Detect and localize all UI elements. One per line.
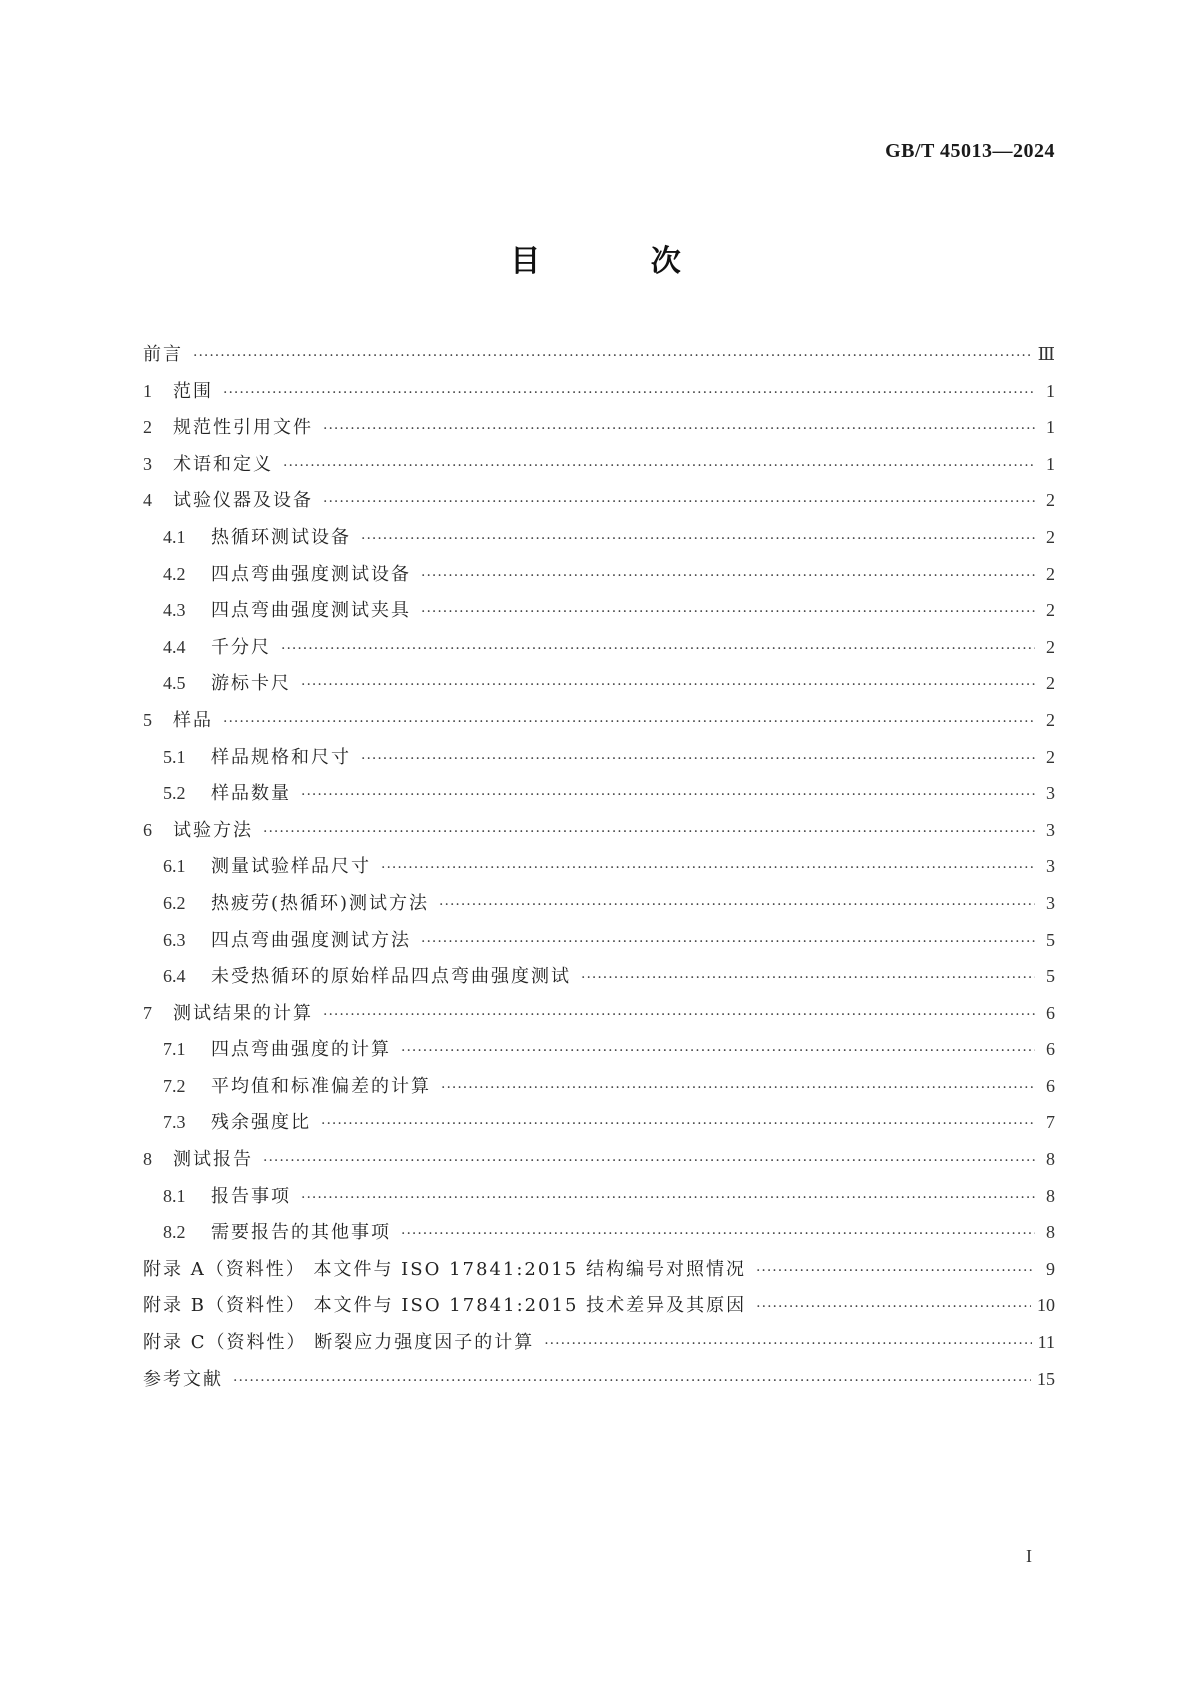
toc-entry-label: 热疲劳(热循环)测试方法: [211, 892, 430, 914]
toc-dot-leader: [233, 1363, 1031, 1398]
table-of-contents: [143, 336, 1055, 1397]
toc-entry-page: 2: [1046, 490, 1055, 511]
toc-entry[interactable]: [143, 409, 1055, 446]
toc-entry[interactable]: [143, 629, 1055, 666]
toc-dot-leader: [263, 1143, 1035, 1178]
toc-entry[interactable]: [143, 1361, 1055, 1398]
toc-entry-number: 6: [143, 819, 152, 840]
toc-entry-number: 5.2: [163, 783, 186, 804]
toc-entry-number: 6.1: [163, 856, 186, 877]
toc-entry-page: 2: [1046, 673, 1055, 694]
toc-entry-page: 3: [1046, 819, 1055, 840]
toc-entry-page: 15: [1037, 1368, 1055, 1389]
toc-dot-leader: [323, 484, 1035, 519]
toc-entry-number: 8.2: [163, 1222, 186, 1243]
toc-entry[interactable]: [143, 995, 1055, 1032]
toc-entry[interactable]: [143, 885, 1055, 922]
page-title: 目 次: [510, 244, 731, 279]
toc-dot-leader: [223, 375, 1035, 410]
toc-dot-leader: [756, 1289, 1031, 1324]
toc-entry-page: 8: [1046, 1222, 1055, 1243]
toc-entry-label: 热循环测试设备: [211, 526, 351, 548]
toc-entry-label: 术语和定义: [173, 453, 273, 475]
toc-entry-page: Ⅲ: [1037, 344, 1055, 364]
toc-entry-label: 千分尺: [211, 636, 271, 658]
toc-entry-label: 四点弯曲强度测试方法: [211, 929, 411, 951]
toc-entry-number: 5: [143, 709, 152, 730]
toc-entry-label: 测量试验样品尺寸: [211, 856, 371, 878]
toc-entry[interactable]: [143, 482, 1055, 519]
toc-entry-label: 试验仪器及设备: [173, 490, 313, 512]
toc-entry-number: 4: [143, 490, 152, 511]
toc-entry-number: 6.3: [163, 929, 186, 950]
toc-entry-page: 8: [1046, 1185, 1055, 1206]
toc-dot-leader: [223, 704, 1035, 739]
toc-entry-page: 1: [1046, 380, 1055, 401]
toc-entry-label: 试验方法: [173, 819, 253, 841]
toc-entry[interactable]: [143, 665, 1055, 702]
toc-entry-page: 5: [1046, 929, 1055, 950]
toc-entry[interactable]: [143, 446, 1055, 483]
toc-entry-page: 6: [1046, 1075, 1055, 1096]
toc-entry[interactable]: [143, 775, 1055, 812]
toc-entry[interactable]: [143, 373, 1055, 410]
toc-entry-page: 2: [1046, 600, 1055, 621]
toc-entry[interactable]: [143, 1214, 1055, 1251]
standard-code: GB/T 45013—2024: [885, 140, 1055, 162]
toc-entry[interactable]: [143, 922, 1055, 959]
toc-entry-page: 7: [1046, 1112, 1055, 1133]
toc-entry-number: 8.1: [163, 1185, 186, 1206]
toc-dot-leader: [193, 338, 1032, 373]
toc-entry-number: 7.2: [163, 1075, 186, 1096]
toc-entry-number: 1: [143, 380, 152, 401]
toc-entry-page: 3: [1046, 892, 1055, 913]
toc-entry-label: 样品数量: [211, 783, 291, 805]
toc-entry[interactable]: [143, 1287, 1055, 1324]
toc-entry[interactable]: [143, 556, 1055, 593]
toc-entry-label: 四点弯曲强度测试夹具: [211, 600, 411, 622]
toc-dot-leader: [321, 1106, 1035, 1141]
toc-entry-label: 样品规格和尺寸: [211, 746, 351, 768]
toc-entry-label: 四点弯曲强度的计算: [211, 1039, 391, 1061]
toc-entry[interactable]: [143, 1251, 1055, 1288]
toc-entry-number: 7.1: [163, 1039, 186, 1060]
toc-entry-page: 6: [1046, 1039, 1055, 1060]
toc-entry-page: 10: [1037, 1295, 1055, 1316]
toc-entry-number: 7: [143, 1002, 152, 1023]
toc-dot-leader: [544, 1326, 1031, 1361]
toc-entry-page: 3: [1046, 783, 1055, 804]
toc-entry[interactable]: [143, 1178, 1055, 1215]
toc-entry[interactable]: [143, 1141, 1055, 1178]
toc-entry[interactable]: [143, 519, 1055, 556]
toc-dot-leader: [401, 1216, 1035, 1251]
toc-entry-number: 6.4: [163, 966, 186, 987]
toc-dot-leader: [361, 521, 1035, 556]
toc-entry-page: 2: [1046, 526, 1055, 547]
toc-dot-leader: [323, 411, 1035, 446]
toc-entry-number: 4.2: [163, 563, 186, 584]
toc-entry-page: 2: [1046, 636, 1055, 657]
toc-entry[interactable]: [143, 1068, 1055, 1105]
toc-entry-label: 测试报告: [173, 1149, 253, 1171]
toc-entry-page: 6: [1046, 1002, 1055, 1023]
toc-entry-number: 5.1: [163, 746, 186, 767]
toc-dot-leader: [421, 924, 1035, 959]
toc-entry-number: 6.2: [163, 892, 186, 913]
toc-dot-leader: [283, 448, 1035, 483]
toc-entry-label: 附录 C（资料性） 断裂应力强度因子的计算: [143, 1332, 535, 1354]
toc-entry-page: 1: [1046, 417, 1055, 438]
toc-entry-label: 样品: [173, 709, 213, 731]
toc-dot-leader: [323, 997, 1035, 1032]
toc-entry[interactable]: [143, 1324, 1055, 1361]
toc-entry-page: 5: [1046, 966, 1055, 987]
toc-entry-number: 4.1: [163, 526, 186, 547]
toc-entry-number: 8: [143, 1149, 152, 1170]
toc-entry-label: 规范性引用文件: [173, 417, 313, 439]
toc-entry-label: 范围: [173, 380, 213, 402]
toc-entry-label: 前言: [143, 344, 183, 365]
toc-entry-label: 参考文献: [143, 1368, 223, 1390]
footer-page-number: I: [1026, 1546, 1032, 1566]
toc-dot-leader: [263, 814, 1035, 849]
toc-entry-label: 报告事项: [211, 1185, 291, 1207]
toc-entry[interactable]: [143, 592, 1055, 629]
toc-entry-label: 游标卡尺: [211, 673, 291, 695]
toc-dot-leader: [401, 1033, 1035, 1068]
toc-dot-leader: [441, 1070, 1035, 1105]
toc-dot-leader: [581, 960, 1035, 995]
toc-entry-label: 四点弯曲强度测试设备: [211, 563, 411, 585]
toc-dot-leader: [301, 1180, 1035, 1215]
toc-dot-leader: [361, 741, 1035, 776]
toc-entry-page: 2: [1046, 746, 1055, 767]
toc-entry-number: 3: [143, 453, 152, 474]
toc-entry-page: 1: [1046, 453, 1055, 474]
toc-entry-label: 附录 A（资料性） 本文件与 ISO 17841:2015 结构编号对照情况: [143, 1258, 746, 1280]
toc-entry-page: 9: [1046, 1258, 1055, 1279]
toc-dot-leader: [301, 667, 1035, 702]
toc-dot-leader: [281, 631, 1035, 666]
toc-entry[interactable]: [143, 336, 1055, 373]
toc-entry-number: 2: [143, 417, 152, 438]
toc-entry-page: 8: [1046, 1149, 1055, 1170]
toc-entry-number: 7.3: [163, 1112, 186, 1133]
toc-entry-label: 测试结果的计算: [173, 1002, 313, 1024]
toc-entry-label: 附录 B（资料性） 本文件与 ISO 17841:2015 技术差异及其原因: [143, 1295, 747, 1317]
toc-entry[interactable]: [143, 1104, 1055, 1141]
toc-entry-number: 4.5: [163, 673, 186, 694]
toc-entry[interactable]: [143, 739, 1055, 776]
toc-entry-number: 4.3: [163, 600, 186, 621]
toc-entry[interactable]: [143, 848, 1055, 885]
toc-dot-leader: [301, 777, 1035, 812]
toc-entry[interactable]: [143, 958, 1055, 995]
toc-entry-page: 2: [1046, 563, 1055, 584]
toc-dot-leader: [421, 558, 1035, 593]
toc-entry-page: 11: [1037, 1332, 1055, 1353]
toc-entry-label: 平均值和标准偏差的计算: [211, 1075, 431, 1097]
toc-entry[interactable]: [143, 702, 1055, 739]
toc-dot-leader: [381, 850, 1035, 885]
toc-entry[interactable]: [143, 1031, 1055, 1068]
toc-entry[interactable]: [143, 812, 1055, 849]
toc-entry-label: 需要报告的其他事项: [211, 1222, 391, 1244]
toc-dot-leader: [439, 887, 1035, 922]
toc-entry-page: 3: [1046, 856, 1055, 877]
toc-entry-number: 4.4: [163, 636, 186, 657]
toc-dot-leader: [421, 594, 1035, 629]
toc-entry-label: 未受热循环的原始样品四点弯曲强度测试: [211, 966, 571, 988]
toc-entry-label: 残余强度比: [211, 1112, 311, 1134]
toc-entry-page: 2: [1046, 709, 1055, 730]
toc-dot-leader: [756, 1253, 1035, 1288]
